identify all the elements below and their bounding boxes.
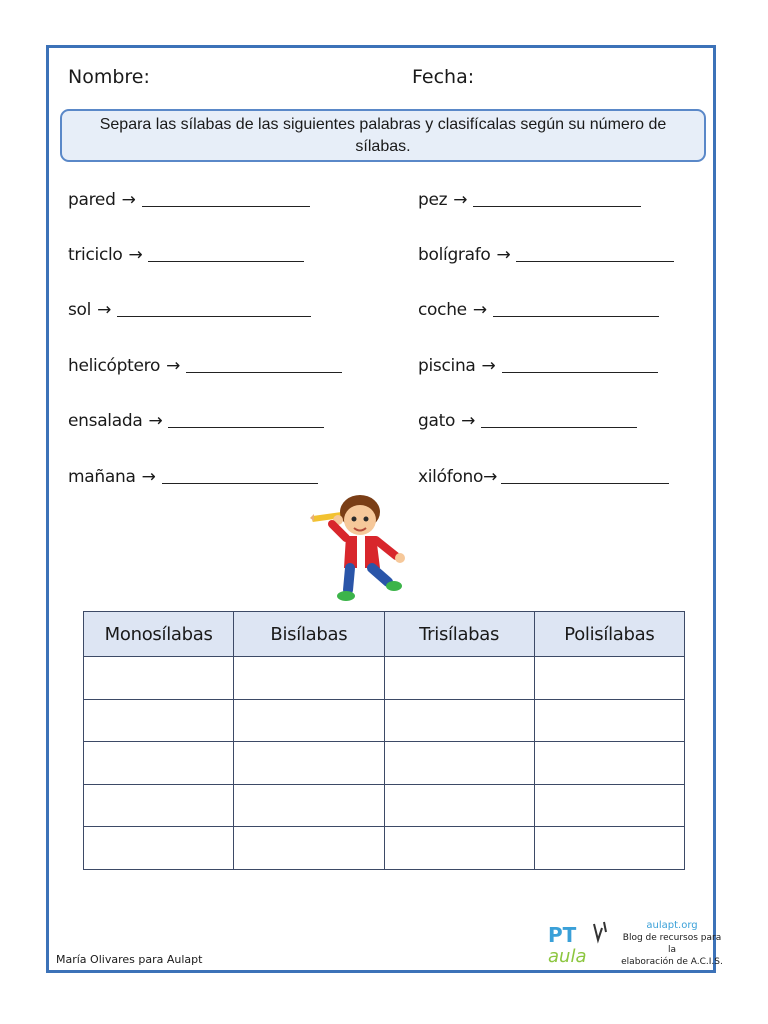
word-item-manana: mañana → bbox=[68, 467, 318, 487]
site-url[interactable]: aulapt.org bbox=[646, 920, 698, 931]
column-header-trisilabas: Trisílabas bbox=[384, 612, 534, 657]
word-item-triciclo: triciclo → bbox=[68, 245, 304, 265]
arrow-icon: → bbox=[472, 300, 487, 320]
answer-line[interactable] bbox=[148, 245, 304, 262]
arrow-icon: → bbox=[483, 467, 498, 487]
table-cell[interactable] bbox=[384, 827, 534, 870]
table-row bbox=[84, 742, 685, 785]
site-description-line-2: elaboración de A.C.I.S. bbox=[621, 957, 723, 967]
arrow-icon: → bbox=[97, 300, 112, 320]
answer-line[interactable] bbox=[142, 190, 310, 207]
word-item-piscina: piscina → bbox=[418, 356, 658, 376]
child-with-pencil-illustration bbox=[308, 490, 418, 605]
svg-text:aula: aula bbox=[548, 946, 587, 967]
table-row bbox=[84, 827, 685, 870]
table-cell[interactable] bbox=[384, 699, 534, 742]
table-cell[interactable] bbox=[234, 784, 384, 827]
table-cell[interactable] bbox=[234, 827, 384, 870]
table-cell[interactable] bbox=[84, 699, 234, 742]
word-item-pez: pez → bbox=[418, 190, 641, 210]
table-cell[interactable] bbox=[534, 742, 684, 785]
date-label: Fecha: bbox=[412, 66, 475, 88]
name-label: Nombre: bbox=[68, 66, 150, 88]
site-description-line-1: Blog de recursos para la bbox=[622, 933, 722, 955]
table-cell[interactable] bbox=[534, 827, 684, 870]
answer-line[interactable] bbox=[162, 467, 318, 484]
word-item-ensalada: ensalada → bbox=[68, 411, 324, 431]
word-item-pared: pared → bbox=[68, 190, 310, 210]
column-header-polisilabas: Polisílabas bbox=[534, 612, 684, 657]
table-cell[interactable] bbox=[234, 742, 384, 785]
arrow-icon: → bbox=[461, 411, 476, 431]
column-header-monosilabas: Monosílabas bbox=[84, 612, 234, 657]
answer-line[interactable] bbox=[481, 411, 637, 428]
answer-line[interactable] bbox=[501, 467, 669, 484]
arrow-icon: → bbox=[496, 245, 511, 265]
answer-line[interactable] bbox=[186, 356, 342, 373]
table-cell[interactable] bbox=[234, 657, 384, 700]
answer-line[interactable] bbox=[516, 245, 674, 262]
table-cell[interactable] bbox=[384, 784, 534, 827]
word-item-gato: gato → bbox=[418, 411, 637, 431]
table-cell[interactable] bbox=[384, 742, 534, 785]
arrow-icon: → bbox=[166, 356, 181, 376]
answer-line[interactable] bbox=[502, 356, 658, 373]
word-item-xilofono: xilófono→ bbox=[418, 467, 669, 487]
svg-text:PT: PT bbox=[548, 923, 577, 947]
classification-table bbox=[83, 611, 685, 870]
author-credit: María Olivares para Aulapt bbox=[56, 953, 203, 966]
table-cell[interactable] bbox=[534, 784, 684, 827]
instruction-text: Separa las sílabas de las siguientes palabras y clasifícalas según su número de sílabas. bbox=[99, 115, 667, 155]
word-item-coche: coche → bbox=[418, 300, 659, 320]
arrow-icon: → bbox=[141, 467, 156, 487]
answer-line[interactable] bbox=[168, 411, 324, 428]
arrow-icon: → bbox=[481, 356, 496, 376]
table-cell[interactable] bbox=[534, 657, 684, 700]
word-item-boligrafo: bolígrafo → bbox=[418, 245, 674, 265]
arrow-icon: → bbox=[121, 190, 136, 210]
table-cell[interactable] bbox=[84, 784, 234, 827]
arrow-icon: → bbox=[148, 411, 163, 431]
table-cell[interactable] bbox=[234, 699, 384, 742]
word-item-sol: sol → bbox=[68, 300, 311, 320]
table-row bbox=[84, 784, 685, 827]
site-info bbox=[620, 920, 724, 968]
ptaula-logo bbox=[546, 918, 616, 968]
arrow-icon: → bbox=[453, 190, 468, 210]
table-row bbox=[84, 657, 685, 700]
answer-line[interactable] bbox=[117, 300, 311, 317]
table-cell[interactable] bbox=[84, 742, 234, 785]
table-cell[interactable] bbox=[84, 827, 234, 870]
table-cell[interactable] bbox=[84, 657, 234, 700]
arrow-icon: → bbox=[128, 245, 143, 265]
table-cell[interactable] bbox=[534, 699, 684, 742]
table-row bbox=[84, 699, 685, 742]
column-header-bisilabas: Bisílabas bbox=[234, 612, 384, 657]
answer-line[interactable] bbox=[473, 190, 641, 207]
instruction-box bbox=[60, 109, 706, 162]
answer-line[interactable] bbox=[493, 300, 659, 317]
table-cell[interactable] bbox=[384, 657, 534, 700]
word-item-helicoptero: helicóptero → bbox=[68, 356, 342, 376]
